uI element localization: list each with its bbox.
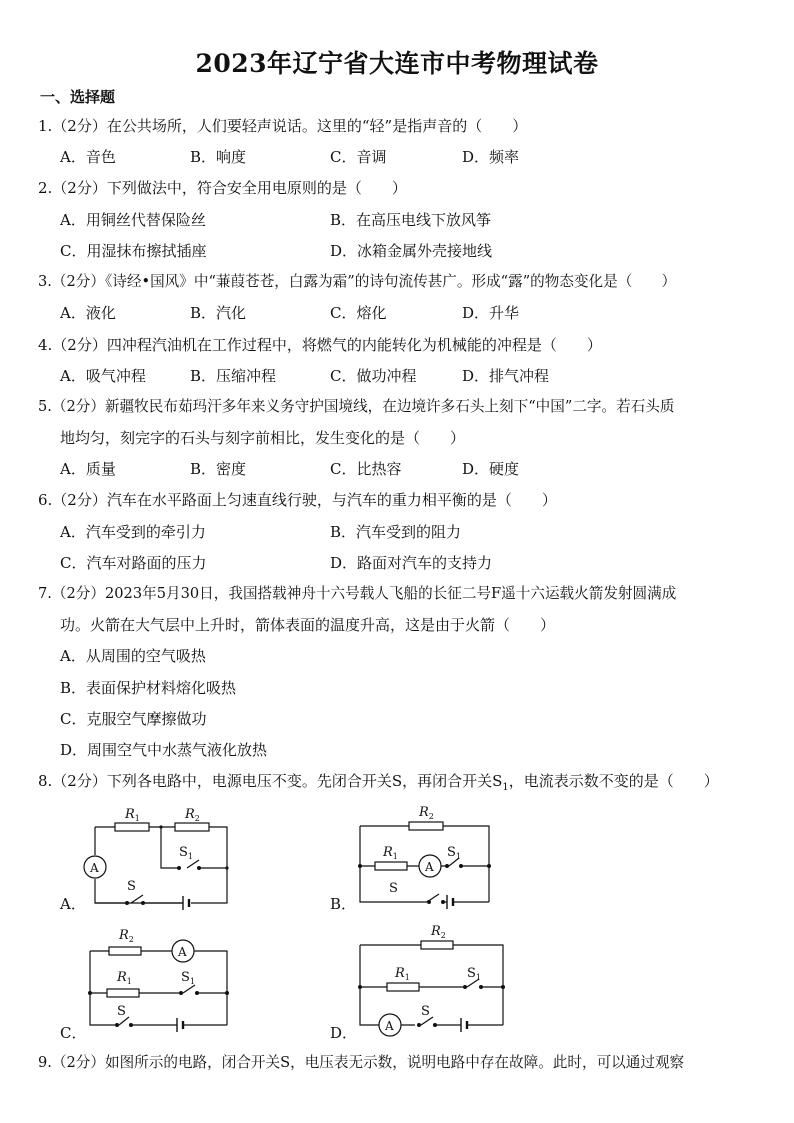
ammeter-icon: A [178, 945, 187, 959]
q3-option-a[interactable]: A．液化 [60, 304, 116, 322]
q1-option-d[interactable]: D．频率 [462, 148, 520, 166]
q5-option-d[interactable]: D．硬度 [462, 460, 520, 478]
q6-option-a[interactable]: A．汽车受到的牵引力 [60, 523, 206, 541]
q5-option-b[interactable]: B．密度 [190, 460, 247, 478]
q4-option-d[interactable]: D．排气冲程 [462, 367, 550, 385]
label-r2: $R_2$ [185, 807, 200, 823]
q8-stem-subscript: 1 [502, 782, 509, 793]
question-5: 5.（2分）新疆牧民布茹玛汗多年来义务守护国境线，在边境许多石头上刻下“中国”二字。若石头质 [38, 398, 675, 415]
q7-option-a[interactable]: A．从周围的空气吸热 [60, 647, 206, 665]
q5-option-a[interactable]: A．质量 [60, 460, 116, 478]
label-r2: $R_2$ [119, 928, 134, 944]
q8-stem-end: ，电流表示数不变的是（ ） [508, 772, 719, 790]
ammeter-icon: A [90, 861, 99, 875]
question-1: 1.（2分）在公共场所，人们要轻声说话。这里的“轻”是指声音的（ ） [38, 117, 528, 135]
q1-option-c[interactable]: C．音调 [330, 148, 387, 166]
q1-option-a[interactable]: A．音色 [60, 148, 116, 166]
q7-option-b[interactable]: B．表面保护材料熔化吸热 [60, 679, 237, 697]
question-8 [38, 771, 719, 798]
q8-stem: 8.（2分）下列各电路中，电源电压不变。先闭合开关S，再闭合开关S [38, 772, 503, 790]
label-r1: $R_1$ [125, 807, 140, 823]
q6-option-d[interactable]: D．路面对汽车的支持力 [330, 554, 493, 572]
q3-option-d[interactable]: D．升华 [462, 304, 520, 322]
q3-option-b[interactable]: B．汽化 [190, 304, 247, 322]
label-r1: $R_1$ [117, 970, 132, 986]
q6-option-c[interactable]: C．汽车对路面的压力 [60, 554, 207, 572]
label-s1: $S_1$ [447, 845, 461, 861]
ammeter-icon: A [425, 860, 434, 874]
label-s: S [117, 1004, 126, 1019]
q2-option-b[interactable]: B．在高压电线下放风筝 [330, 211, 492, 229]
question-6: 6.（2分）汽车在水平路面上匀速直线行驶，与汽车的重力相平衡的是（ ） [38, 491, 557, 509]
q8-option-d[interactable]: D． [330, 1024, 358, 1042]
q2-option-d[interactable]: D．冰箱金属外壳接地线 [330, 242, 493, 260]
question-7: 7.（2分）2023年5月30日，我国搭载神舟十六号载人飞船的长征二号F遥十六运载火箭发射圆满成 [38, 585, 677, 602]
circuit-diagram-d [345, 925, 515, 1040]
question-3: 3.（2分）《诗经•国风》中“蒹葭苍苍，白露为霜”的诗句流传甚广。形成“露”的物态变化是（ ） [38, 273, 677, 290]
label-r1: $R_1$ [383, 845, 398, 861]
q4-option-a[interactable]: A．吸气冲程 [60, 367, 146, 385]
label-s1: $S_1$ [467, 966, 481, 982]
q8-option-b[interactable]: B． [330, 895, 357, 913]
question-4: 4.（2分）四冲程汽油机在工作过程中，将燃气的内能转化为机械能的冲程是（ ） [38, 336, 602, 354]
q1-option-b[interactable]: B．响度 [190, 148, 247, 166]
q5-option-c[interactable]: C．比热容 [330, 460, 402, 478]
question-7-cont: 功。火箭在大气层中上升时，箭体表面的温度升高，这是由于火箭（ ） [60, 616, 556, 634]
q4-option-c[interactable]: C．做功冲程 [330, 367, 417, 385]
q8-option-a[interactable]: A． [60, 895, 86, 913]
label-s1: $S_1$ [179, 845, 193, 861]
page-title: 2023年辽宁省大连市中考物理试卷 [195, 49, 599, 78]
label-s: S [127, 879, 136, 894]
q7-option-d[interactable]: D．周围空气中水蒸气液化放热 [60, 741, 268, 759]
q2-option-a[interactable]: A．用铜丝代替保险丝 [60, 211, 206, 229]
question-5-cont: 地均匀，刻完字的石头与刻字前相比，发生变化的是（ ） [60, 429, 466, 447]
label-s: S [389, 881, 398, 896]
label-r2: $R_2$ [419, 805, 434, 821]
ammeter-icon: A [385, 1019, 394, 1033]
circuit-diagram-b [345, 800, 505, 910]
q3-option-c[interactable]: C．熔化 [330, 304, 387, 322]
label-r1: $R_1$ [395, 966, 410, 982]
circuit-diagram-a [75, 800, 240, 910]
q2-option-c[interactable]: C．用湿抹布擦拭插座 [60, 242, 207, 260]
label-s: S [421, 1004, 430, 1019]
q7-option-c[interactable]: C．克服空气摩擦做功 [60, 710, 207, 728]
question-9: 9.（2分）如图所示的电路，闭合开关S，电压表无示数，说明电路中存在故障。此时，可以通过观察 [38, 1054, 685, 1071]
question-2: 2.（2分）下列做法中，符合安全用电原则的是（ ） [38, 179, 407, 197]
section-heading: 一、选择题 [40, 88, 116, 106]
label-s1: $S_1$ [181, 970, 195, 986]
q4-option-b[interactable]: B．压缩冲程 [190, 367, 277, 385]
label-r2: $R_2$ [431, 924, 446, 940]
q6-option-b[interactable]: B．汽车受到的阻力 [330, 523, 462, 541]
q8-option-c[interactable]: C． [60, 1024, 87, 1042]
circuit-diagram-c [75, 925, 245, 1035]
